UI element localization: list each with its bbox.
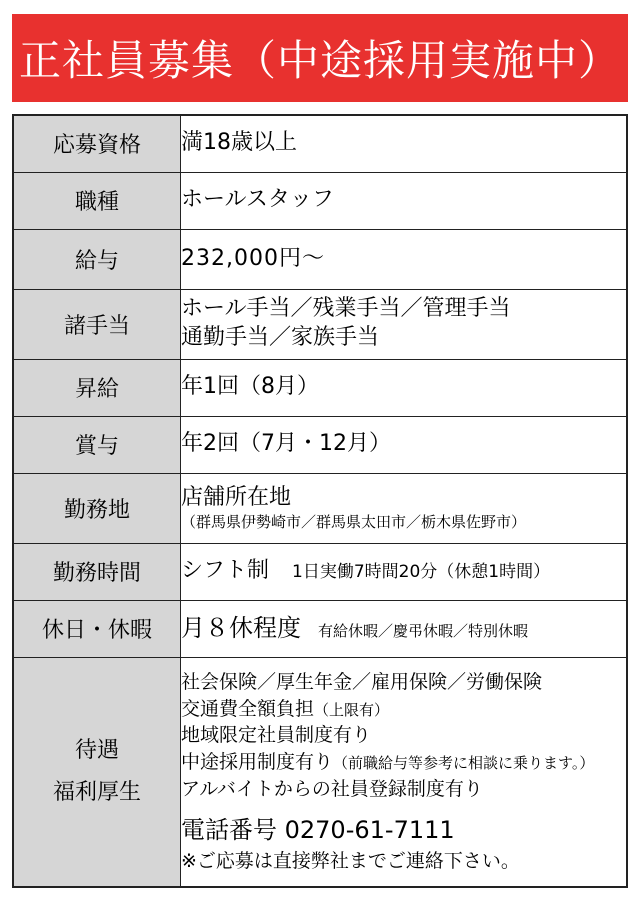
benefits-line-3: 地域限定社員制度有り: [181, 724, 372, 747]
hours-note: 1日実働7時間20分（休憩1時間）: [292, 562, 551, 583]
contact-note: ※ご応募は直接弊社までご連絡下さい。: [181, 849, 520, 872]
value-job-type: ホールスタッフ: [181, 172, 628, 229]
value-allowances: [181, 289, 628, 359]
allowances-line-1: ホール手当／残業手当／管理手当: [181, 296, 511, 322]
row-hours: [13, 543, 627, 600]
location-main: 店舗所在地: [181, 484, 292, 510]
label-raise: 昇給: [13, 359, 181, 416]
row-holidays: [13, 600, 627, 657]
row-benefits: [13, 657, 627, 887]
label-benefits: [13, 657, 181, 887]
row-bonus: [13, 416, 627, 473]
holidays-note: 有給休暇／慶弔休暇／特別休暇: [318, 621, 529, 640]
row-job-type: [13, 172, 627, 229]
benefits-line-2-note: （上限有）: [314, 700, 390, 719]
allowances-line-2: 通勤手当／家族手当: [181, 325, 380, 350]
row-location: [13, 473, 627, 543]
label-salary: 給与: [13, 229, 181, 289]
value-holidays: [181, 600, 628, 657]
recruitment-title-banner: [12, 14, 628, 102]
row-raise: [13, 359, 627, 416]
location-note: （群馬県伊勢崎市／群馬県太田市／栃木県佐野市）: [181, 512, 527, 531]
benefits-line-2: 交通費全額負担: [181, 697, 315, 720]
value-benefits: [181, 657, 628, 887]
job-info-table: [12, 114, 628, 888]
benefits-label-1: 待遇: [74, 737, 119, 763]
benefits-label-2: 福利厚生: [52, 779, 141, 805]
phone-number: 電話番号 0270-61-7111: [181, 816, 455, 845]
value-qualification: 満18歳以上: [181, 115, 628, 172]
value-bonus: 年2回（7月・12月）: [181, 416, 628, 473]
label-holidays: 休日・休暇: [13, 600, 181, 657]
benefits-line-1: 社会保険／厚生年金／雇用保険／労働保険: [181, 671, 543, 694]
benefits-line-4-note: （前職給与等参考に相談に乗ります。）: [333, 753, 595, 772]
benefits-line-4: 中途採用制度有り: [181, 750, 334, 773]
holidays-main: 月８休程度: [181, 613, 301, 642]
hours-main: シフト制: [181, 558, 270, 584]
label-allowances: 諸手当: [13, 289, 181, 359]
row-qualification: [13, 115, 627, 172]
value-hours: [181, 543, 628, 600]
recruitment-title: 正社員募集（中途採用実施中）: [18, 36, 621, 85]
label-job-type: 職種: [13, 172, 181, 229]
row-allowances: [13, 289, 627, 359]
label-bonus: 賞与: [13, 416, 181, 473]
label-qualification: 応募資格: [13, 115, 181, 172]
benefits-line-5: アルバイトからの社員登録制度有り: [181, 777, 483, 800]
value-raise: 年1回（8月）: [181, 359, 628, 416]
label-hours: 勤務時間: [13, 543, 181, 600]
value-location: [181, 473, 628, 543]
value-salary: 232,000円～: [181, 229, 628, 289]
label-location: 勤務地: [13, 473, 181, 543]
row-salary: [13, 229, 627, 289]
